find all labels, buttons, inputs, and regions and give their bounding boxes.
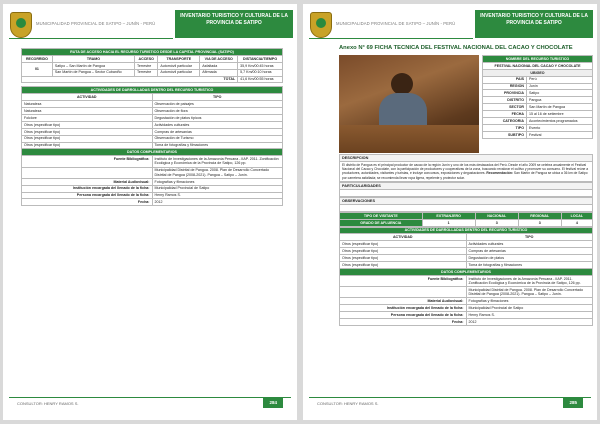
complementary-value: Instituto de Investigaciones de la Amazonía Peruana - IIAP. 2011. Zonificación Ecológica y Económica de la Provincia de Satipo, 126 pp. xyxy=(152,156,283,167)
ficha-row xyxy=(483,90,593,97)
complementary-value: Fotografías y filmaciones xyxy=(466,298,593,305)
activity-type-cell: Actividades culturales xyxy=(152,121,283,128)
complementary-key: Persona encargada del llenado de la ficha: xyxy=(22,192,153,199)
complementary-key: Fuente Bibliográfica: xyxy=(22,156,153,167)
route-transporte-cell: Automóvil particular xyxy=(158,69,200,76)
activities-header-activity: ACTIVIDAD xyxy=(22,94,153,101)
complementary-key xyxy=(340,287,467,298)
route-acceso-cell: Terrestre xyxy=(135,69,158,76)
access-text: San Martín de Pangoa se ubica a 36 km de Satipo por carretera asfaltada; se recomienda llevar ropa ligera, repelente y protector solar. xyxy=(342,171,588,180)
ficha-row xyxy=(483,76,593,83)
activity-type-cell: Observación de Turismo xyxy=(152,135,283,142)
page-number: 284 xyxy=(263,397,283,408)
activity-cell: Otros (especificar tipo) xyxy=(340,255,467,262)
complementary-value: Henry Ramos S. xyxy=(466,311,593,318)
ficha-table xyxy=(482,55,593,139)
route-dist-cell: 35,9 Km/00:45 horas xyxy=(238,62,283,69)
ficha-value: Festival xyxy=(527,131,593,138)
activity-type-cell: Degustación de platos típicos xyxy=(152,115,283,122)
page-header xyxy=(3,10,297,46)
ficha-key: DISTRITO xyxy=(483,97,527,104)
ficha-row xyxy=(483,118,593,125)
activity-row xyxy=(340,248,593,255)
complementary-value: Municipalidad Provincial de Satipo xyxy=(152,185,283,192)
ficha-key: TIPO xyxy=(483,124,527,131)
complementary-key: Material Audiovisual: xyxy=(22,178,153,185)
complementary-key xyxy=(22,167,153,178)
visitor-cell: 1 xyxy=(422,219,475,226)
page-footer xyxy=(309,397,591,409)
observations-label: OBSERVACIONES xyxy=(339,197,593,205)
cacao-tray-shape xyxy=(339,125,479,153)
visitor-header-row xyxy=(340,212,593,219)
ficha-value: Evento xyxy=(527,124,593,131)
total-label: TOTAL xyxy=(22,76,238,83)
activities-title: ACTIVIDADES DE DARROLLADAS DENTRO DEL RECURSO TURISTICO xyxy=(22,87,283,94)
particularities-label: PARTICULARIDADES xyxy=(339,182,593,190)
visitor-cell: 3 xyxy=(475,219,518,226)
ficha-title: NOMBRE DEL RECURSO TURISTICO xyxy=(483,56,593,63)
route-dist-cell: 5,7 Km/00:10 horas xyxy=(238,69,283,76)
activity-cell: Otros (especificar tipo) xyxy=(22,121,153,128)
route-table xyxy=(21,48,283,83)
activity-type-cell: Toma de fotografías y filmaciones xyxy=(152,142,283,149)
activity-row xyxy=(22,121,283,128)
ficha-value: Pangoa xyxy=(527,97,593,104)
ficha-value: Satipo xyxy=(527,90,593,97)
left-content xyxy=(21,48,283,206)
activities-title: ACTIVIDADES DE DARROLLADAS DENTRO DEL RECURSO TURISTICO xyxy=(340,227,593,234)
activity-cell: Otros (especificar tipo) xyxy=(340,262,467,269)
complementary-row xyxy=(340,287,593,298)
activity-type-cell: Degustación de platos xyxy=(466,255,593,262)
activity-row xyxy=(340,262,593,269)
activity-row xyxy=(340,255,593,262)
complementary-value: Fotografías y filmaciones xyxy=(152,178,283,185)
visitor-header-cell: REGIONAL xyxy=(518,212,561,219)
complementary-row xyxy=(340,275,593,286)
complementary-row xyxy=(22,178,283,185)
activity-row xyxy=(22,142,283,149)
description-text xyxy=(339,162,593,182)
ficha-value: Acontecimientos programados xyxy=(527,118,593,125)
inventory-banner: INVENTARIO TURISTICO Y CULTURAL DE LA PROVINCIA DE SATIPO xyxy=(475,10,593,38)
ficha-key: PAIS xyxy=(483,76,527,83)
activity-row xyxy=(22,135,283,142)
page-number: 285 xyxy=(563,397,583,408)
activity-type-cell: Toma de fotografías y filmaciones xyxy=(466,262,593,269)
ficha-key: PROVINCIA xyxy=(483,90,527,97)
particularities-blank xyxy=(339,190,593,197)
complementary-row xyxy=(22,199,283,206)
ficha-row xyxy=(483,104,593,111)
resource-name: FESTIVAL NACIONAL DEL CACAO Y CHOCOLATE xyxy=(483,62,593,69)
activity-cell: Otros (especificar tipo) xyxy=(22,135,153,142)
visitor-cell: 4 xyxy=(561,219,592,226)
ficha-row xyxy=(483,111,593,118)
route-row xyxy=(22,69,283,76)
route-header-row xyxy=(22,55,283,62)
activity-cell: Otros (especificar tipo) xyxy=(22,142,153,149)
header-divider xyxy=(309,38,473,39)
description-label: DESCRIPCION xyxy=(339,154,593,162)
consultant-credit: CONSULTOR: HENRY RAMOS S. xyxy=(317,401,379,406)
observations-blank xyxy=(339,205,593,212)
route-total-row xyxy=(22,76,283,83)
visitor-header-cell: EXTRANJERO xyxy=(422,212,475,219)
complementary-value: 2012 xyxy=(152,199,283,206)
ficha-value: Junín xyxy=(527,83,593,90)
complementary-key: Fecha: xyxy=(22,199,153,206)
visitor-cell: 3 xyxy=(518,219,561,226)
complementary-value: Municipalidad Distrital de Pangoa. 2008. Plan de Desarrollo Concertado Distrital de Pangoa (2008-2021). Pangoa – Satipo – Junín. xyxy=(152,167,283,178)
activity-cell: Otros (especificar tipo) xyxy=(340,241,467,248)
municipality-logo-icon xyxy=(310,12,332,38)
municipality-name: MUNICIPALIDAD PROVINCIAL DE SATIPO – JUNÍN - PERÚ xyxy=(36,21,156,26)
ficha-key: SECTOR xyxy=(483,104,527,111)
complementary-value: Municipalidad Distrital de Pangoa. 2008. Plan de Desarrollo Concertado Distrital de Pangoa (2008-2021). Pangoa – Satipo – Junín. xyxy=(466,287,593,298)
complementary-key: Fecha: xyxy=(340,318,467,325)
route-tramo-cell: Satipo – San Martín de Pangoa xyxy=(52,62,134,69)
complementary-key: Persona encargada del llenado de la ficha: xyxy=(340,311,467,318)
complementary-row xyxy=(22,156,283,167)
ficha-key: SUBTIPO xyxy=(483,131,527,138)
complementary-value: Municipalidad Provincial de Satipo xyxy=(466,305,593,312)
complementary-title: DATOS COMPLEMENTARIOS xyxy=(22,149,283,156)
route-header-cell: RECORRIDO xyxy=(22,55,53,62)
visitor-header-cell: TIPO DE VISITANTE xyxy=(340,212,423,219)
ficha-key: REGION xyxy=(483,83,527,90)
total-value: 41,6 Km/00:55 horas xyxy=(238,76,283,83)
visitor-table xyxy=(339,212,593,227)
ficha-value: Perú xyxy=(527,76,593,83)
complementary-row xyxy=(340,318,593,325)
activity-cell: Otros (especificar tipo) xyxy=(340,248,467,255)
activity-row xyxy=(340,241,593,248)
activities-header-type: TIPO xyxy=(466,234,593,241)
activity-type-cell: Observación de flora xyxy=(152,108,283,115)
activities-table xyxy=(21,86,283,206)
route-transporte-cell: Automóvil particular xyxy=(158,62,200,69)
complementary-row xyxy=(340,305,593,312)
complementary-row xyxy=(22,192,283,199)
activity-cell: Naturaleza xyxy=(22,101,153,108)
visitor-cell: GRADO DE AFLUENCIA xyxy=(340,219,423,226)
ficha-key: CATEGORIA xyxy=(483,118,527,125)
activity-type-cell: Compras de artesanías xyxy=(152,128,283,135)
route-tramo-cell: San Martín de Pangoa – Sector Cubaniño xyxy=(52,69,134,76)
complementary-value: Instituto de Investigaciones de la Amazonía Peruana - IIAP. 2011. Zonificación Ecológica y Económica de la Provincia de Satipo, 126 pp. xyxy=(466,275,593,286)
route-number: 01 xyxy=(22,62,53,76)
annex-title: Anexo N° 69 FICHA TECNICA DEL FESTIVAL NACIONAL DEL CACAO Y CHOCOLATE xyxy=(339,45,573,51)
complementary-key: Material Audiovisual: xyxy=(340,298,467,305)
ubigeo-label: UBIGEO xyxy=(483,69,593,76)
person-head-shape xyxy=(391,73,413,95)
complementary-row xyxy=(340,311,593,318)
complementary-row xyxy=(22,167,283,178)
right-content xyxy=(339,154,593,326)
page-footer xyxy=(9,397,291,409)
route-via-cell: Asfaltada xyxy=(200,62,238,69)
activity-row xyxy=(22,128,283,135)
complementary-value: Henry Ramos S. xyxy=(152,192,283,199)
activities-header-activity: ACTIVIDAD xyxy=(340,234,467,241)
ficha-value: San Martín de Pangoa xyxy=(527,104,593,111)
complementary-key: Fuente Bibliográfica: xyxy=(340,275,467,286)
route-header-cell: DISTANCIA/TIEMPO xyxy=(238,55,283,62)
header-divider xyxy=(9,38,173,39)
complementary-title: DATOS COMPLEMENTARIOS xyxy=(340,268,593,275)
municipality-name: MUNICIPALIDAD PROVINCIAL DE SATIPO – JUNÍN - PERÚ xyxy=(336,21,456,26)
activity-cell: Folclore xyxy=(22,115,153,122)
visitor-data-row xyxy=(340,219,593,226)
ficha-row xyxy=(483,97,593,104)
ficha-row xyxy=(483,131,593,138)
consultant-credit: CONSULTOR: HENRY RAMOS S. xyxy=(17,401,79,406)
festival-photo xyxy=(339,55,479,153)
activity-type-cell: Actividades culturales xyxy=(466,241,593,248)
municipality-logo-icon xyxy=(10,12,32,38)
visitor-header-cell: LOCAL xyxy=(561,212,592,219)
activities-header-type: TIPO xyxy=(152,94,283,101)
complementary-key: Institución encargada del llenado de la ficha: xyxy=(340,305,467,312)
ficha-row xyxy=(483,124,593,131)
page-header xyxy=(303,10,597,46)
route-header-cell: TRANSPORTE xyxy=(158,55,200,62)
route-header-cell: VIA DE ACCESO xyxy=(200,55,238,62)
route-acceso-cell: Terrestre xyxy=(135,62,158,69)
visitor-header-cell: NACIONAL xyxy=(475,212,518,219)
route-row xyxy=(22,62,283,69)
complementary-key: Institución encargada del llenado de la ficha: xyxy=(22,185,153,192)
route-title: RUTA DE ACCESO HACIA EL RECURSO TURISTICO DESDE LA CAPITAL PROVINCIAL (SATIPO) xyxy=(22,49,283,56)
complementary-row xyxy=(22,185,283,192)
activity-row xyxy=(22,108,283,115)
description-body: El distrito de Pangoa es el principal productor de cacao de la región Junín y uno de los más destacados del Perú. Desde el año 2009 se celebra anualmente el Festival Nacional del Cacao y Chocolate, con la participación de productores y cooperativas de la zona, buscando revalorar el cultivo y promover su consumo. El festival reúne a productores, autoridades, visitantes y turistas, e incluye concursos, exposiciones y degustaciones. xyxy=(342,163,589,176)
left-page xyxy=(3,4,297,420)
complementary-row xyxy=(340,298,593,305)
activity-type-cell: Observación de paisajes xyxy=(152,101,283,108)
activity-cell: Naturaleza xyxy=(22,108,153,115)
right-page xyxy=(303,4,597,420)
ficha-key: FECHA xyxy=(483,111,527,118)
activity-cell: Otros (especificar tipo) xyxy=(22,128,153,135)
activity-row xyxy=(22,101,283,108)
activity-row xyxy=(22,115,283,122)
route-via-cell: Afirmada xyxy=(200,69,238,76)
activities-table xyxy=(339,227,593,326)
ficha-value: 15 al 16 de setiembre xyxy=(527,111,593,118)
activity-type-cell: Compras de artesanías xyxy=(466,248,593,255)
inventory-banner: INVENTARIO TURISTICO Y CULTURAL DE LA PROVINCIA DE SATIPO xyxy=(175,10,293,38)
route-header-cell: ACCESO xyxy=(135,55,158,62)
ficha-row xyxy=(483,83,593,90)
complementary-value: 2012 xyxy=(466,318,593,325)
route-header-cell: TRAMO xyxy=(52,55,134,62)
access-label: Recomendación: xyxy=(486,171,513,176)
